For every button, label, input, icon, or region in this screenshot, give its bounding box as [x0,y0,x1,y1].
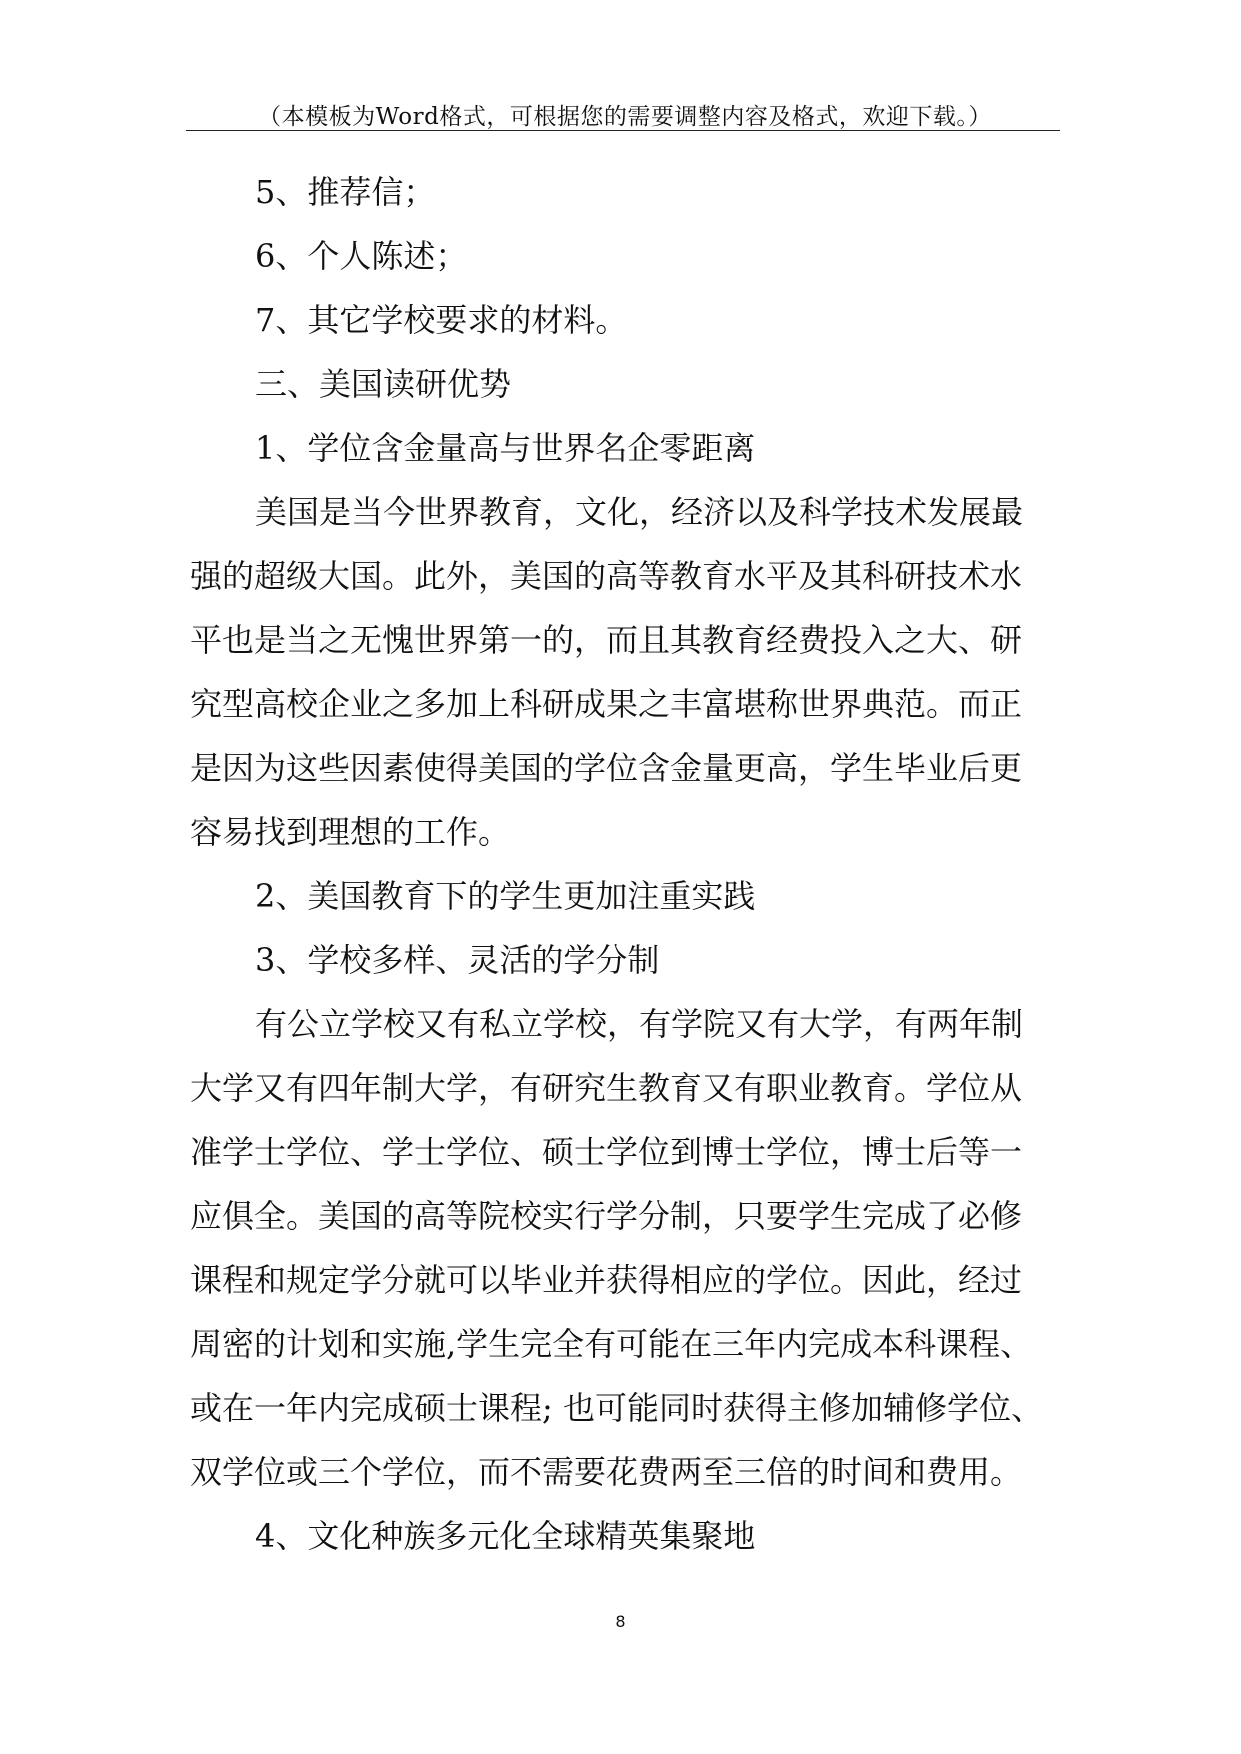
subheading-2: 2、美国教育下的学生更加注重实践 [255,877,756,915]
paragraph-sub1 [190,480,1070,864]
header-note: （本模板为Word格式，可根据您的需要调整内容及格式，欢迎下载。） [258,104,992,130]
paragraph-line: 容易找到理想的工作。 [190,813,511,851]
paragraph-sub3 [190,992,1070,1504]
paragraph-line: 强的超级大国。此外，美国的高等教育水平及其科研技术水 [190,557,1023,595]
paragraph-line: 周密的计划和实施,学生完全有可能在三年内完成本科课程、 [190,1325,1033,1363]
subheading-3: 3、学校多样、灵活的学分制 [255,941,660,979]
paragraph-line: 课程和规定学分就可以毕业并获得相应的学位。因此，经过 [190,1261,1023,1299]
section-heading-3: 三、美国读研优势 [255,365,512,403]
subheading-4: 4、文化种族多元化全球精英集聚地 [255,1517,756,1555]
paragraph-line: 大学又有四年制大学，有研究生教育又有职业教育。学位从 [190,1069,1023,1107]
paragraph-line: 平也是当之无愧世界第一的，而且其教育经费投入之大、研 [190,621,1023,659]
paragraph-line: 准学士学位、学士学位、硕士学位到博士学位，博士后等一 [190,1133,1023,1171]
paragraph-line: 或在一年内完成硕士课程; 也可能同时获得主修加辅修学位、 [190,1389,1043,1427]
document-body [190,160,1070,1568]
list-item-7: 7、其它学校要求的材料。 [255,301,628,339]
paragraph-line: 应俱全。美国的高等院校实行学分制，只要学生完成了必修 [190,1197,1023,1235]
list-item-5: 5、推荐信； [255,173,436,211]
paragraph-line: 究型高校企业之多加上科研成果之丰富堪称世界典范。而正 [190,685,1023,723]
paragraph-line: 是因为这些因素使得美国的学位含金量更高，学生毕业后更 [190,749,1023,787]
paragraph-line: 有公立学校又有私立学校，有学院又有大学，有两年制 [255,1005,1024,1043]
subheading-1: 1、学位含金量高与世界名企零距离 [255,429,756,467]
list-item-6: 6、个人陈述； [255,237,468,275]
page-number: 8 [615,1612,626,1631]
paragraph-line: 美国是当今世界教育，文化，经济以及科学技术发展最 [255,493,1024,531]
header-divider [186,130,1060,131]
paragraph-line: 双学位或三个学位，而不需要花费两至三倍的时间和费用。 [190,1453,1023,1491]
